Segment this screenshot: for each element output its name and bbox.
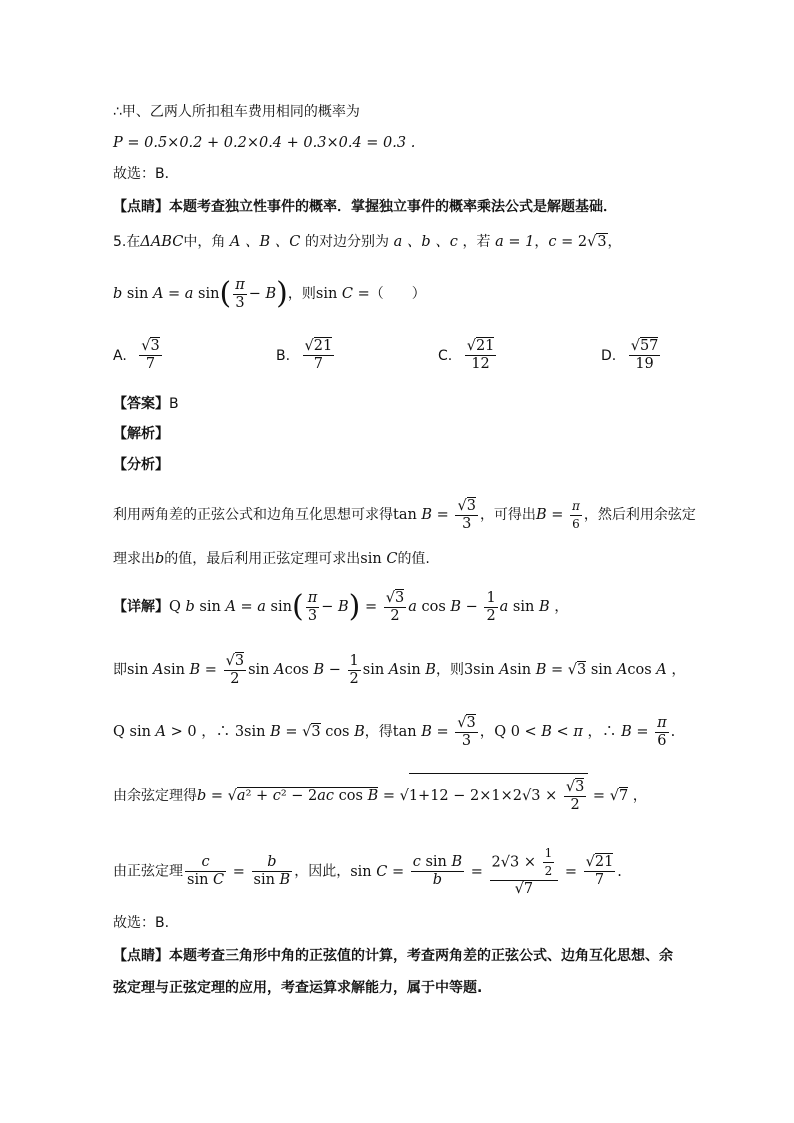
answer-label: 【答案】 bbox=[113, 396, 169, 412]
analysis-heading bbox=[113, 424, 169, 444]
b-value-expr: B = $\frac{\pi}{6}$ bbox=[535, 498, 580, 531]
option-a-denominator: 7 bbox=[145, 356, 156, 372]
final-comment-text-2: 弦定理与正弦定理的应用，考查运算求解能力，属于中等题. bbox=[113, 980, 483, 996]
detail-heading: 【详解】 bbox=[113, 599, 169, 615]
analysis-text-3: ，然后利用余弦定 bbox=[583, 507, 696, 523]
detail-line-1 bbox=[113, 585, 569, 629]
detail-equation-6: b = √a² + c² − 2ac cos B = √1+12 − 2×1×2√3 × $\frac{√3}{2}$ = √7 ， bbox=[197, 788, 647, 804]
then-text: ，则 bbox=[287, 286, 316, 302]
tan-b-expr: tan B = $\frac{√3}{3}$ bbox=[393, 497, 476, 532]
b-symbol: b bbox=[155, 551, 165, 567]
detail-equation-2: sin Asin B = $\frac{√3}{2}$ sin Acos B − $\frac{1}{2}$ sin Asin B bbox=[127, 652, 436, 687]
detail-equation-7: $\frac{c}{\text{sin C}}$ = $\frac{b}{\text{sin B}}$ bbox=[187, 854, 291, 888]
comma: ， bbox=[607, 234, 622, 250]
comment-text: 【点睛】本题考查独立性事件的概率．掌握独立事件的概率乘法公式是解题基础． bbox=[113, 199, 617, 215]
option-a-radicand: 3 bbox=[150, 338, 160, 354]
detail-yuxian: 由余弦定理得 bbox=[113, 788, 197, 804]
question-5-line-1 bbox=[113, 232, 622, 252]
detail-line-5 bbox=[113, 845, 622, 898]
final-comment-line-1 bbox=[113, 946, 673, 966]
option-a[interactable] bbox=[113, 338, 164, 373]
condition-equation: b sin A = a sin( $\frac{\pi}{3}$ − B) bbox=[113, 276, 288, 311]
option-b[interactable] bbox=[276, 338, 336, 373]
sides-list: a 、b 、c bbox=[389, 234, 463, 250]
detail-line-4 bbox=[113, 773, 647, 818]
question-text-3: ，若 bbox=[462, 234, 491, 250]
option-b-label: B. bbox=[276, 347, 291, 364]
answer-line bbox=[113, 394, 179, 414]
sin-c-expr: sin C = bbox=[315, 286, 370, 302]
option-c-denominator: 12 bbox=[471, 356, 490, 372]
final-choice-line bbox=[113, 913, 169, 933]
answer-choice-line bbox=[113, 164, 179, 184]
detail-line-3 bbox=[113, 710, 675, 754]
answer-value: B bbox=[169, 396, 179, 412]
option-c-radicand: 21 bbox=[475, 338, 495, 354]
final-choice-text: 故选：B. bbox=[113, 915, 170, 931]
choice-text: 故选：B． bbox=[113, 166, 179, 182]
detail-zhengxian: 由正弦定理 bbox=[113, 863, 183, 880]
analysis-line-1 bbox=[113, 493, 696, 537]
detail-equation-5: tan B = $\frac{√3}{3}$ ，Q 0 < B < π ，∴ B = $\frac{\pi}{6}$ . bbox=[392, 714, 676, 749]
option-d-label: D. bbox=[601, 347, 617, 364]
detail-equation-4: Q sin A > 0 ，∴ 3sin B = √3 cos B bbox=[113, 724, 365, 740]
fenxi-heading-text: 【分析】 bbox=[113, 457, 169, 473]
option-c-value: $\frac{√21}{12}$ bbox=[466, 338, 495, 372]
question-text-2: 的对边分别为 bbox=[305, 234, 389, 250]
question-text-1: 中，角 bbox=[183, 234, 226, 250]
analysis-line-2 bbox=[113, 549, 430, 569]
detail-ji: 即 bbox=[113, 662, 127, 678]
analysis-text-4: 理求出 bbox=[113, 551, 155, 567]
option-b-denominator: 7 bbox=[313, 356, 323, 372]
analysis-heading-text: 【解析】 bbox=[113, 426, 169, 442]
angles-list: A 、B 、C bbox=[225, 234, 305, 250]
option-b-value: $\frac{√21}{7}$ bbox=[304, 338, 333, 372]
detail-equation-1: Q b sin A = a sin( $\frac{\pi}{3}$ − B) = $\frac{√3}{2}$ a cos B − $\frac{1}{2}$ a sin B ， bbox=[169, 589, 569, 624]
option-d[interactable] bbox=[601, 338, 662, 373]
detail-equation-3: 3sin Asin B = √3 sin Acos A ， bbox=[463, 662, 686, 678]
blank-paren: （ ） bbox=[369, 286, 426, 302]
comment-line bbox=[113, 197, 617, 217]
detail-ze: ，则 bbox=[435, 662, 464, 678]
condition-a: a = 1 bbox=[490, 234, 535, 250]
statement-text: ∴甲、乙两人所扣租车费用相同的概率为 bbox=[113, 104, 360, 120]
option-b-radicand: 21 bbox=[313, 338, 333, 354]
detail-line-2 bbox=[113, 648, 686, 692]
analysis-text-1: 利用两角差的正弦公式和边角互化思想可求得 bbox=[113, 507, 393, 523]
question-5-line-2 bbox=[113, 272, 426, 316]
fenxi-heading bbox=[113, 455, 169, 475]
question-number: 5.在 bbox=[113, 234, 141, 250]
analysis-text-5: 的值，最后利用正弦定理可求出 bbox=[164, 551, 361, 567]
probability-statement bbox=[113, 102, 360, 122]
question-text-4: ， bbox=[534, 234, 549, 250]
final-comment-text-1: 【点睛】本题考查三角形中角的正弦值的计算，考查两角差的正弦公式、边角互化思想、余 bbox=[113, 948, 673, 964]
detail-yinci: ，因此， bbox=[294, 863, 351, 880]
triangle-symbol: ΔABC bbox=[140, 234, 184, 250]
option-d-radicand: 57 bbox=[639, 338, 659, 354]
condition-c: c = 2√3 bbox=[548, 234, 607, 250]
final-comment-line-2 bbox=[113, 978, 482, 998]
option-d-denominator: 19 bbox=[635, 356, 654, 372]
probability-equation bbox=[113, 133, 415, 153]
option-a-label: A. bbox=[113, 347, 127, 364]
detail-de: ，得 bbox=[364, 724, 393, 740]
detail-equation-8: sin C = $\frac{\text{c sin B}}{b}$ = 2√3 × $\frac{1}{2}$ √7 = $\frac{√21}{7}$ . bbox=[350, 846, 622, 897]
option-a-value: $\frac{√3}{7}$ bbox=[141, 338, 160, 372]
sin-c-symbol: sin C bbox=[360, 551, 398, 567]
option-c-label: C. bbox=[438, 347, 453, 364]
analysis-text-6: 的值. bbox=[397, 551, 430, 567]
option-d-value: $\frac{√57}{19}$ bbox=[630, 338, 659, 372]
option-c[interactable] bbox=[438, 338, 498, 373]
analysis-text-2: ，可得出 bbox=[479, 507, 536, 523]
equation-text: P = 0.5×0.2 + 0.2×0.4 + 0.3×0.4 = 0.3 . bbox=[113, 135, 416, 151]
